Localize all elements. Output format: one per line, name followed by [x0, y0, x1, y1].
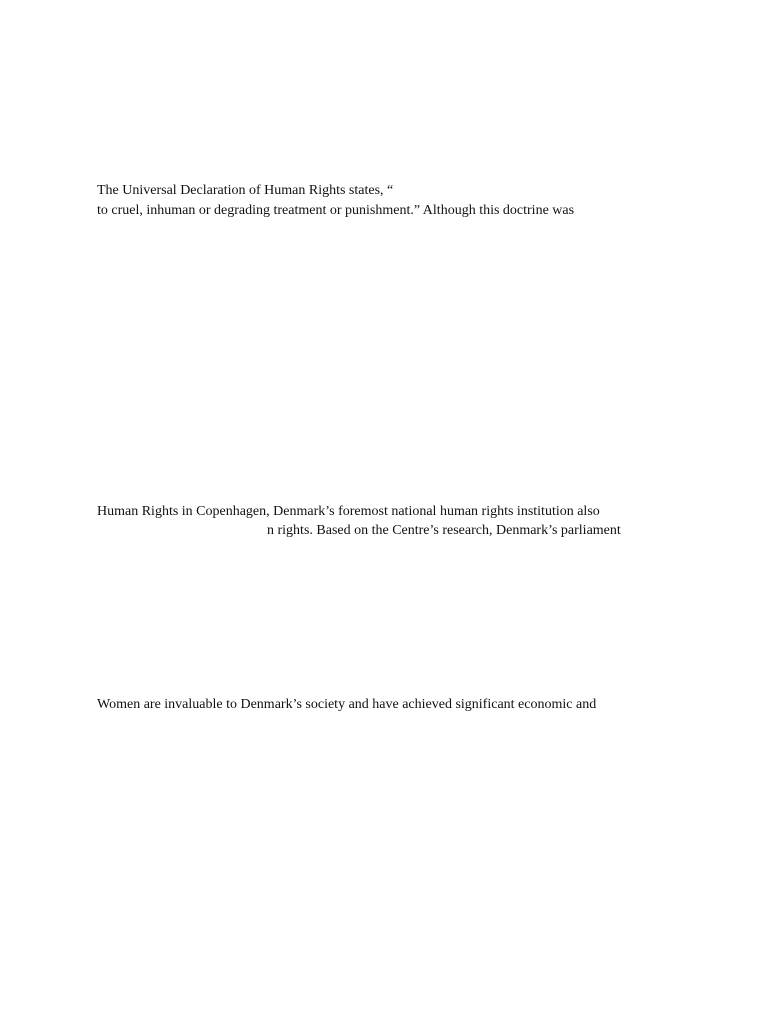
text-line-copenhagen: Human Rights in Copenhagen, Denmark’s foremost national human rights institution also — [97, 504, 600, 519]
text-line-udhr: The Universal Declaration of Human Rights states, “ — [97, 183, 394, 198]
text-line-degrading-treatment: to cruel, inhuman or degrading treatment or punishment.” Although this doctrine was — [97, 203, 575, 218]
text-line-parliament: n rights. Based on the Centre’s research, Denmark’s parliament — [267, 523, 621, 538]
text-line-women: Women are invaluable to Denmark’s society and have achieved significant economic and — [97, 697, 597, 712]
